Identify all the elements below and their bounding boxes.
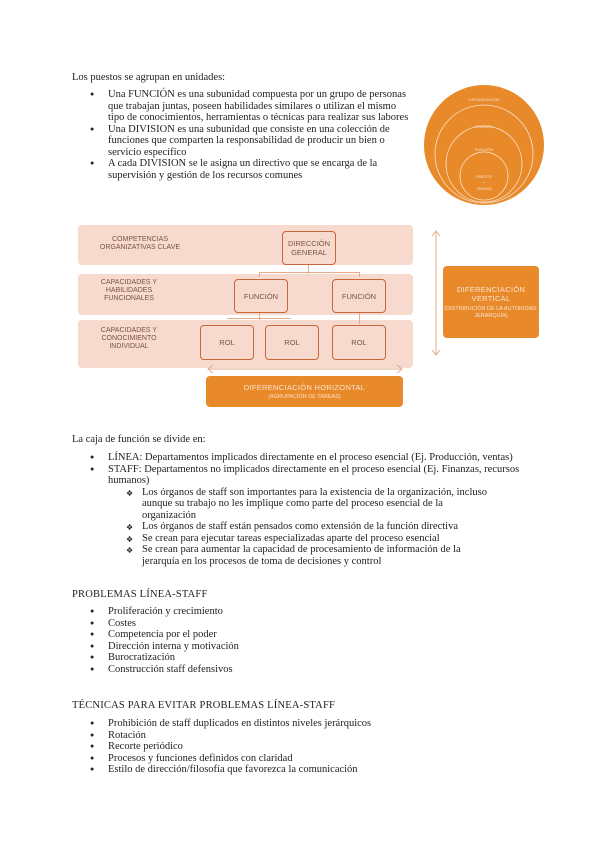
list-item: ● LÍNEA: Departamentos implicados directamente en el proceso esencial (Ej. Producción, ventas) <box>90 452 530 464</box>
problems-heading: PROBLEMAS LÍNEA-STAFF <box>72 589 208 600</box>
list-item: ● Prohibición de staff duplicados en distintos niveles jerárquicos <box>90 718 490 730</box>
vertical-title: DIFERENCIACIÓN VERTICAL <box>456 284 526 303</box>
sub-list-item: ❖ Se crean para aumentar la capacidad de procesamiento de información de la jerarquía en los procesos de toma de decisiones y control <box>126 544 496 567</box>
list-item: ● A cada DIVISION se le asigna un directivo que se encarga de la supervisión y gestión de los recursos comunes <box>90 158 410 181</box>
horizontal-subtitle: (AGRUPACIÓN DE TAREAS) <box>268 393 341 400</box>
band-label: CAPACIDADES Y HABILIDADES FUNCIONALES <box>100 279 158 302</box>
list-item: ● Construcción staff defensivos <box>90 664 490 676</box>
ring-label: ORGANIZACIÓN <box>468 97 500 102</box>
connector-line <box>359 312 360 324</box>
rol-box: ROL <box>332 325 386 360</box>
diferenciacion-horizontal-box <box>206 376 403 407</box>
caja-intro-text: La caja de función se divide en: <box>72 434 206 445</box>
caja-list <box>90 452 530 567</box>
sub-list-item: ❖ Los órganos de staff son importantes para la existencia de la organización, incluso aunque su trabajo no les implique como parte del proceso esencial de la organización <box>126 487 496 522</box>
connector-line <box>359 272 360 277</box>
intro-text: Los puestos se agrupan en unidades: <box>72 72 226 83</box>
list-item: ● Una DIVISION es una subunidad que consiste en una colección de funciones que comparten la responsabilidad de producir un bien o servicio específico <box>90 124 410 159</box>
list-item: ● Rotación <box>90 730 490 742</box>
unit-hierarchy-circle-diagram <box>423 80 545 210</box>
sub-list-item: ❖ Los órganos de staff están pensados como extensión de la función directiva <box>126 521 496 533</box>
band-label: CAPACIDADES Y CONOCIMIENTO INDIVIDUAL <box>100 327 158 350</box>
ring-label: TAREAS <box>476 186 492 191</box>
list-item: ● Procesos y funciones definidos con claridad <box>90 753 490 765</box>
list-item: ● STAFF: Departamentos no implicados directamente en el proceso esencial (Ej. Finanzas, recursos humanos) <box>90 464 530 487</box>
band-label: COMPETENCIAS ORGANIZATIVAS CLAVE <box>99 236 181 251</box>
direccion-general-box: DIRECCIÓN GENERAL <box>282 231 336 265</box>
connector-line <box>227 318 291 319</box>
connector-line <box>259 272 359 273</box>
funcion-box: FUNCIÓN <box>332 279 386 313</box>
ring-label: FUNCIÓN <box>474 147 494 152</box>
list-item: ● Una FUNCIÓN es una subunidad compuesta por un grupo de personas que trabajan juntas, poseen habilidades similares o utilizan el mismo tipo de conocimientos, herramientas o técnicas para realizar sus labores <box>90 89 410 124</box>
list-item: ● Burocratización <box>90 652 490 664</box>
units-list <box>90 89 410 181</box>
ring-label: PUESTO <box>475 174 493 179</box>
list-item: ● Recorte periódico <box>90 741 490 753</box>
list-item: ● Costes <box>90 618 490 630</box>
list-item: ● Estilo de dirección/filosofía que favorezca la comunicación <box>90 764 490 776</box>
horizontal-arrow-icon <box>205 364 405 374</box>
list-item: ● Proliferación y crecimiento <box>90 606 490 618</box>
connector-line <box>259 272 260 277</box>
sub-list-item: ❖ Se crean para ejecutar tareas especializadas aparte del proceso esencial <box>126 533 496 545</box>
techniques-heading: TÉCNICAS PARA EVITAR PROBLEMAS LÍNEA-STAFF <box>72 700 336 711</box>
diferenciacion-vertical-box <box>443 266 539 338</box>
problems-list <box>90 606 490 675</box>
staff-sublist <box>126 487 496 568</box>
list-item: ● Competencia por el poder <box>90 629 490 641</box>
rol-box: ROL <box>200 325 254 360</box>
vertical-subtitle: (DISTRIBUCIÓN DE LA AUTORIDAD: JERARQUÍA) <box>444 305 538 319</box>
ring-label: + <box>482 180 486 185</box>
list-item: ● Dirección interna y motivación <box>90 641 490 653</box>
funcion-box: FUNCIÓN <box>234 279 288 313</box>
vertical-arrow-icon <box>431 228 441 358</box>
ring-label: DIVISIÓN <box>475 124 493 129</box>
org-differentiation-diagram <box>75 222 540 412</box>
techniques-list <box>90 718 490 776</box>
horizontal-title: DIFERENCIACIÓN HORIZONTAL <box>243 382 366 392</box>
rol-box: ROL <box>265 325 319 360</box>
